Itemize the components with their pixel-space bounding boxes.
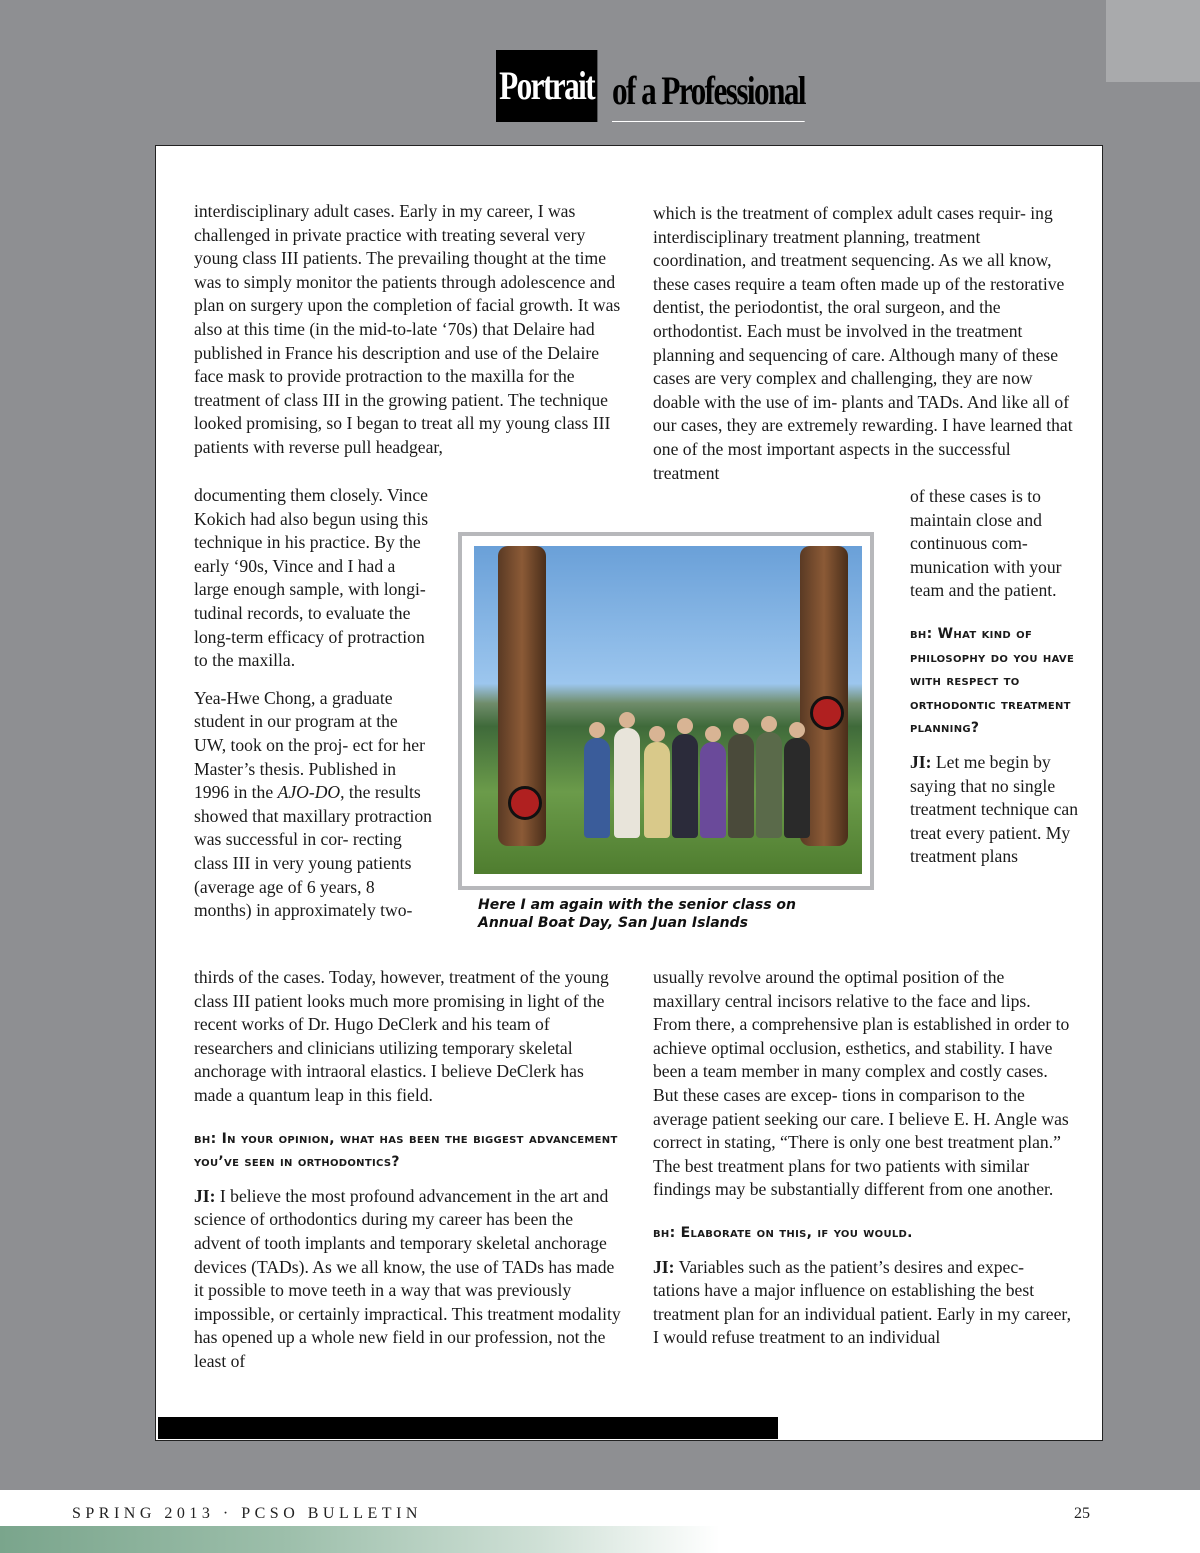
question-heading-1: bh: In your opinion, what has been the biggest advancement you’ve seen in orthodontics? [194, 1130, 618, 1171]
answer-1: JI: I believe the most profound advancement in the art and science of orthodontics during my career has been the advent of tooth implants and temporary skeletal anchorage devices (TADs). As we all know, the use of TADs has made it possible to move teeth in a way that was previously impossible, or certainly impractical. This treatment modality has opened up a whole new field in our profession, not the least of [194, 1185, 621, 1371]
totem-eye [810, 696, 844, 730]
person [614, 728, 640, 838]
group-photo [474, 546, 862, 874]
person [728, 734, 754, 838]
photo-caption: Here I am again with the senior class on Annual Boat Day, San Juan Islands [478, 897, 796, 931]
left-paragraph-2: Yea-Hwe Chong, a graduate student in our program at the UW, took on the proj- ect for her Master’s thesis. Published in 1996 in the AJO-DO, the results showed that maxillary protraction was successful in cor- recting class III in very young patients (average age of 6 years, 8 months) in approximately two- [194, 687, 432, 921]
answer-2-continued: usually revolve around the optimal position of the maxillary central incisors relative to the face and lips. From there, a comprehensive plan is established in order to achieve optimal occlusion, esthetics, and stability. I have been a team member in many complex and costly cases. But these cases are excep- tions in comparison to the average patient seeking our care. I believe E. H. Angle was correct in stating, “There is only one best treatment plan.” The best treatment plans for two patients with similar findings may be substantially different from one another. [653, 967, 1070, 1200]
question-heading-3: bh: Elaborate on this, if you would. [653, 1224, 913, 1241]
right-paragraph-1: which is the treatment of complex adult cases requir- ing interdisciplinary treatment planning, treatment coordination, and treatment sequencing. As we all know, these cases require a team often made up of the restorative dentist, the periodontist, the oral surgeon, and the orthodontist. Each must be involved in the treatment planning and sequencing of care. Although many of these cases are very complex and challenging, they are now doable with the use of im- plants and TADs. And like all of our cases, they are extremely rewarding. I have learned that one of the most important aspects in the successful treatment [653, 203, 1073, 483]
answer-label: JI: [910, 751, 932, 772]
answer-label: JI: [194, 1185, 216, 1206]
section-banner [496, 50, 859, 122]
person [584, 738, 610, 838]
journal-name: AJO-DO [277, 782, 341, 803]
left-column-top [194, 200, 622, 460]
left-paragraph-1-continued: documenting them closely. Vince Kokich had also begun using this technique in his practice. By the early ‘90s, Vince and I had a large enough sample, with longi- tudinal records, to evaluate the long-term efficacy of protraction to the maxilla. [194, 485, 429, 671]
answer-label: JI: [653, 1256, 675, 1277]
left-paragraph-2-continued: thirds of the cases. Today, however, treatment of the young class III patient looks much more promising in light of the recent works of Dr. Hugo DeClerk and his team of researchers and clinicians utilizing temporary skeletal anchorage with intraoral elastics. I believe DeClerk has made a quantum leap in this field. [194, 967, 609, 1105]
publication-footer: SPRING 2013 · PCSO BULLETIN [72, 1505, 422, 1522]
photo-frame [458, 532, 874, 890]
totem-eye [508, 786, 542, 820]
answer-3: JI: Variables such as the patient’s desires and expec- tations have a major influence on establishing the best treatment plan for an individual patient. Early in my career, I would refuse treatment to an individual [653, 1256, 1071, 1348]
banner-portrait: Portrait [496, 50, 597, 122]
left-paragraph-1: interdisciplinary adult cases. Early in my career, I was challenged in private practice with treating several very young class III patients. The prevailing thought at the time was to simply monitor the patients through adolescence and plan on surgery upon the completion of facial growth. It was also at this time (in the mid-to-late ‘70s) that Delaire had published in France his description and use of the Delaire face mask to provide protraction to the maxilla for the treatment of class III in the growing patient. The technique looked promising, so I began to treat all my young class III patients with reverse pull headgear, [194, 201, 621, 457]
bottom-black-bar [158, 1417, 778, 1439]
right-column-top [653, 202, 1073, 485]
answer-2: JI: Let me begin by saying that no single treatment technique can treat every patient. My treatment plans [910, 751, 1079, 867]
right-paragraph-1-continued: of these cases is to maintain close and continuous com- munication with your team and the patient. [910, 486, 1062, 601]
right-column-bottom [653, 966, 1073, 1350]
banner-of-a-professional: of a Professional [612, 61, 805, 122]
person [700, 742, 726, 838]
question-heading-2: bh: What kind of philosophy do you have with respect to orthodontic treatment planning? [910, 625, 1075, 737]
page-number: 25 [1074, 1505, 1090, 1522]
person [644, 742, 670, 838]
person [784, 738, 810, 838]
left-column-narrow [194, 484, 434, 923]
left-column-bottom [194, 966, 622, 1374]
person [756, 732, 782, 838]
footer-stripe [0, 1526, 720, 1553]
totem-pole-left [498, 546, 546, 846]
person [672, 734, 698, 838]
right-column-narrow [910, 485, 1080, 869]
corner-tab [1106, 0, 1200, 82]
